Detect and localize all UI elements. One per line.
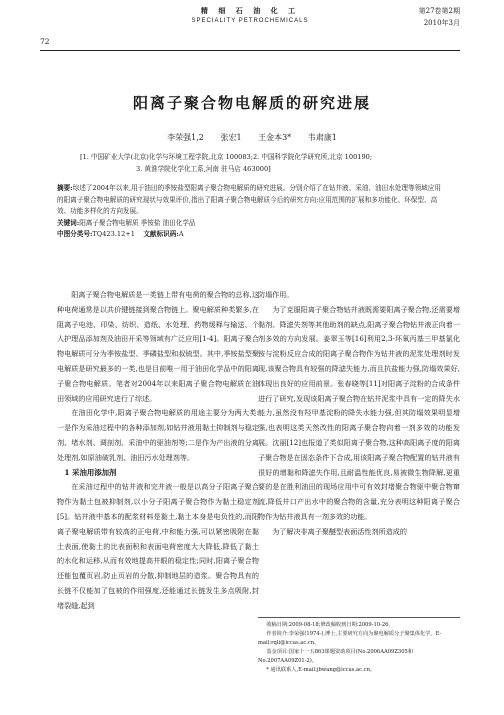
footnote: 基金项目:国家十一五863课题资助项目(No.2006AA09Z305和No.2007AA09Z01-2)。	[258, 649, 414, 664]
abstract-label: 摘要:	[57, 184, 73, 192]
footnote: * 通讯联系人,E-mail:jbwang@iccas.ac.cn。	[266, 667, 376, 673]
footnote: 收稿日期:2009-08-18;修改稿收到日期:2009-10-26。	[266, 622, 394, 628]
body-paragraph: 在采油过程中的钻井液和完井液一般是以高分子阳离子聚合物作为黏土包被抑制剂,以小分子阳离子聚合物作为黏土稳定剂[5]。钻井液中基本的配浆材料是黏土,黏土本身是电负性的,而阳离子聚电解质带有较高的正电荷,中和能力强,可以紧密吸附在黏土表面,使黏土的比表面积和表面电荷密度大大降低,降低了黏土的水化和运移,从而有效地提高井眼的稳定性;同时,阳离子聚合物还能包覆页岩,防止页岩的分散,抑制地层的造浆。聚合物具有的长链不仅能加了包被的作用强度,还能通过长链发生多点吸附,封堵裂缝,起到	[57, 482, 259, 610]
body-paragraph: 为了克服阳离子聚合物钻井液既需要阳离子聚合物,还需要增黏剂、降滤失剂等其他助剂的缺点,阳离子聚合物钻井液正向着一剂多效的方向发展。姜翠玉等[16]利用2,3-环氧丙基三甲基氯化铵与淀粉反应合成的阳离子聚合物作为钻井液的泥浆处理剂时发现,该聚合物具有较强的降滤失能力,而且抗盐能力强,防塌效果好,体现出良好的应用前景。张春晓等[11]对阳离子淀粉的合成条件进行了研究,发现该阳离子聚合物在钻井泥浆中具有一定的降失水能力,虽然没有羟甲基淀粉的降失水能力强,但其防塌效果明显增强,也表明这类天然改性的阳离子聚合物向着一剂多效的功能发展。沈丽[12]也报道了类似阳离子聚合物,这种高阳离子度的阳离子聚合物是在固态条件下合成,用该阳离子聚合物配置的钻井液有很好的增黏和降滤失作用,且耐温性能优良,易被微生物降解,更重要的是在胜利油田的现场应用中可有效封堵聚合物驱中聚合物窜流,降低井口产出水中的聚合物的含量,充分表明这种阳离子聚合物作为钻井液具有一剂多效的功能。	[258, 304, 460, 521]
issue-date: 2010年3月	[423, 19, 460, 27]
author: 王金本3*	[258, 133, 292, 142]
footnote: 作者简介:李荣强(1974-),博士,主要研究方向为聚电解质分子聚集体化学。E-mail:rqli@iccas.ac.cn。	[258, 631, 442, 646]
classification-code: TQ423.12+1	[92, 230, 136, 238]
doc-code: A	[178, 230, 184, 238]
abstract-block	[57, 183, 444, 241]
journal-name-en: SPECIALITY PETROCHEMICALS	[191, 18, 309, 24]
page-header	[40, 6, 460, 52]
paper-title: 阳离子聚合物电解质的研究进展	[132, 94, 371, 112]
author: 李荣强1,2	[167, 133, 204, 142]
classification-label: 中图分类号:	[57, 230, 93, 238]
section-heading: 1 采油用添加剂	[64, 467, 117, 477]
abstract-text: 综述了2004年以来,用于油田的季铵盐型阳离子聚合物电解质的研究进展。分别介绍了在钻井液、采油、油田水处理等领域应用的阳离子聚合物电解质的研究现状与效果评价,指出了阳离子聚合物电解质今后的研究方向:应用范围的扩展和多功能化、环保型、高效、功能多样化的方向发展。	[57, 184, 441, 215]
author: 张宏1	[220, 133, 242, 142]
volume-info: 第27卷第2期	[418, 7, 460, 15]
body-paragraph: 防塌作用。	[258, 290, 294, 299]
author-list	[0, 132, 504, 143]
affiliation-line: [1. 中国矿业大学(北京)化学与环境工程学院,北京 100083;2. 中国科学院化学研究所,北京 100190;	[80, 153, 373, 161]
keywords-text: 阳离子聚合物电解质 季铵盐 油田化学品	[79, 218, 196, 227]
header-rule	[40, 50, 460, 51]
author: 韦肃康1	[307, 133, 337, 142]
keywords-label: 关键词:	[57, 218, 80, 227]
affiliation-line: 3. 黄淮学院化学化工系,河南 驻马店 463000]	[136, 165, 271, 173]
left-column	[57, 288, 259, 614]
right-column	[258, 288, 460, 540]
page-number: 72	[40, 37, 50, 46]
body-paragraph: 在油田化学中,阳离子聚合物电解质的用途主要分为两大类:一是作为采油过程中的各种添加剂,如钻井液用黏土抑制剂与稳定剂、堵水剂、调剖剂、采油中的驱油剂等;二是作为产出液的分离处理剂,如原油破乳剂、油田污水处理剂等。	[57, 408, 259, 462]
body-paragraph: 阳离子聚合物电解质是一类链上带有电荷的聚合物的总称,这种电荷通常是以共价键链接到聚合物链上。聚电解质种类繁多,在阻离子电池、印染、纺织、造纸、水处理、药物缓释与输送、个人护理品添加剂及油田开采等领域有广泛应用[1-4]。阳离子聚合物电解质可分为季铵盐型、季磷盐型和叔锍型。其中,季铵盐型聚电解质是研究最多的一类,也是目前唯一用于油田化学品中的阳离子聚合物电解质。笔者对2004年以来阳离子聚合物电解质在油田领域的应用研究进行了综述。	[57, 290, 259, 403]
journal-name-cn: 精 细 石 油 化 工	[200, 6, 300, 15]
body-paragraph: 为了解决非离子聚醚型表面活性剂所造成的	[272, 526, 407, 536]
doc-code-label: 文献标识码:	[143, 230, 179, 238]
affiliations	[80, 151, 444, 175]
footnotes	[258, 617, 460, 675]
